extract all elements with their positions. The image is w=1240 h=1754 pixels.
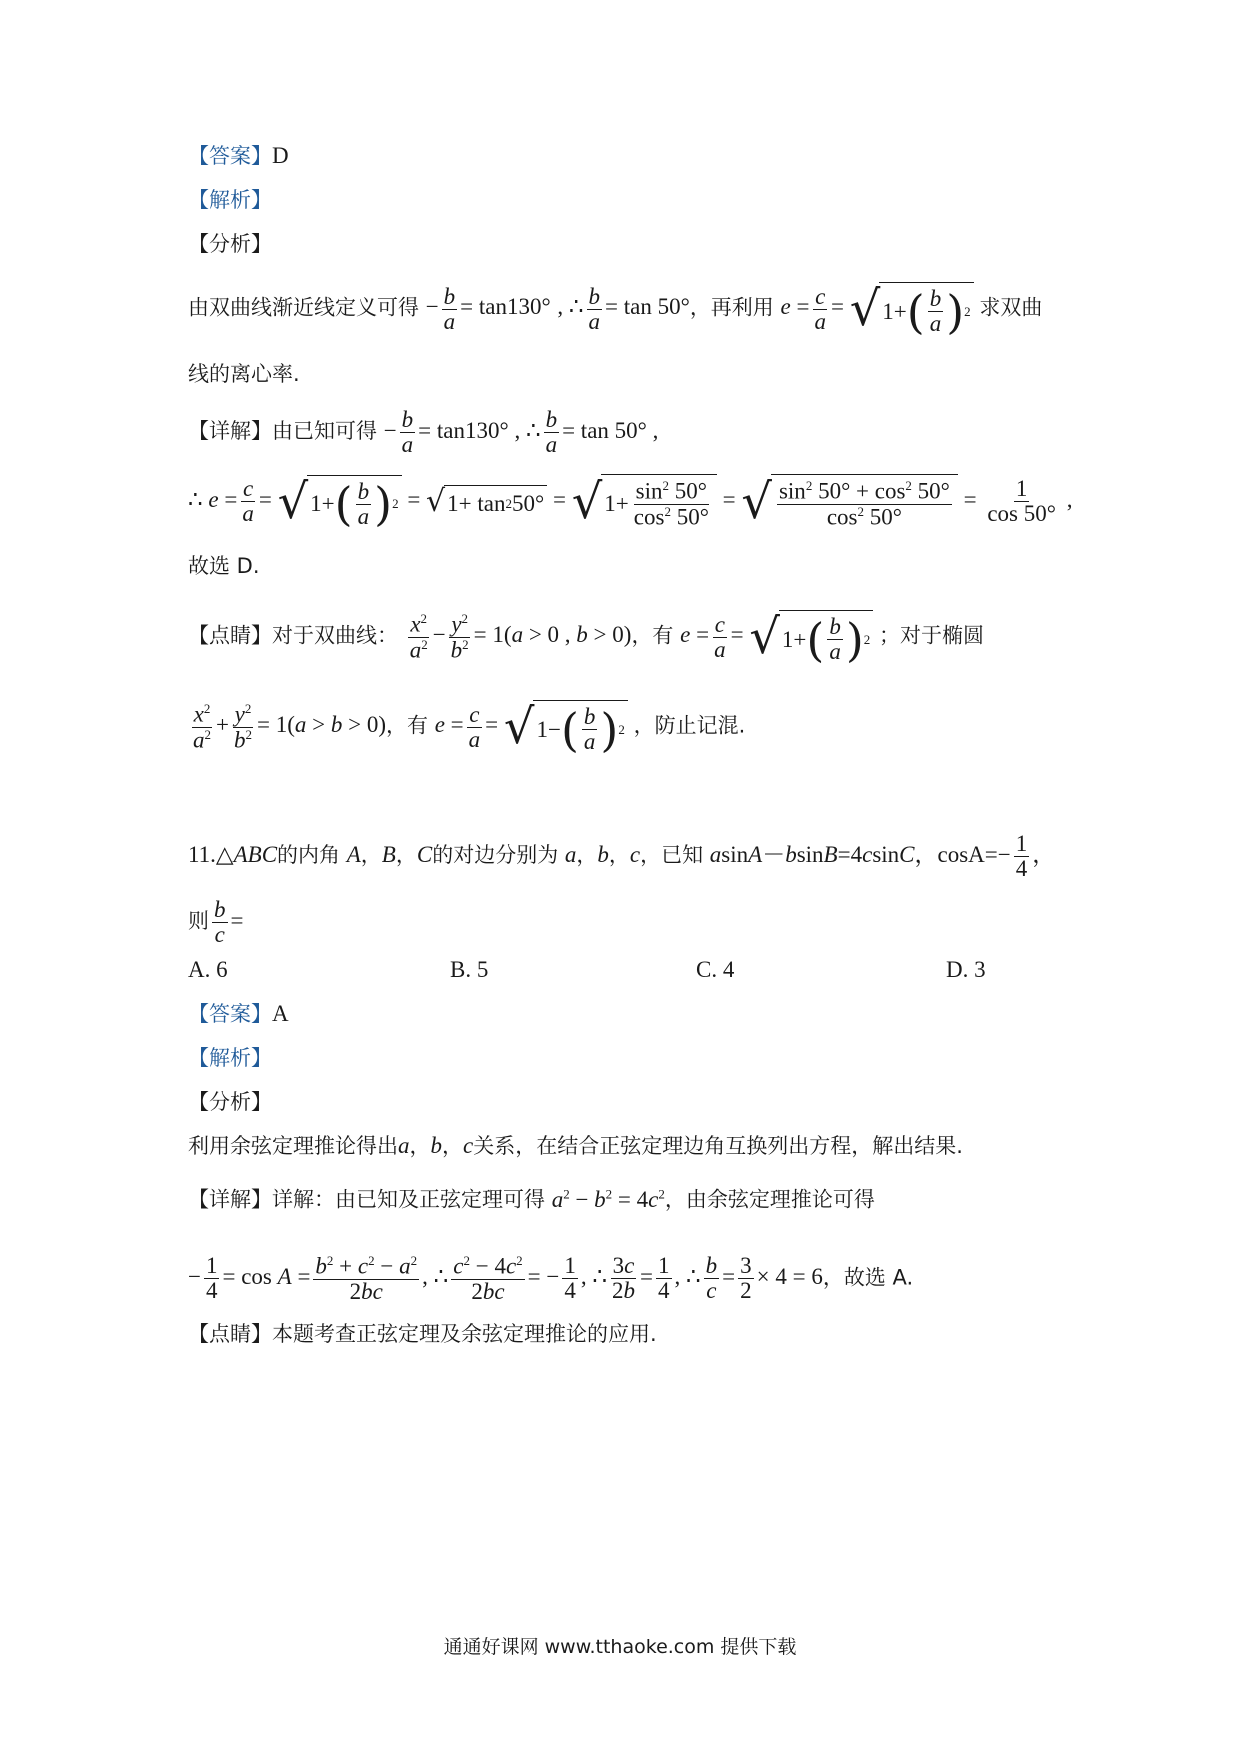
- tip-text: 对于双曲线：: [272, 623, 398, 648]
- q11-then: 则: [188, 908, 209, 933]
- tip-text-5: ，防止记混.: [633, 713, 746, 738]
- option-b: B. 5: [450, 957, 489, 982]
- tip-label-2: 【点睛】: [188, 1322, 272, 1346]
- tip-text-4: ，有: [386, 713, 428, 738]
- answer-label: 【答案】: [188, 144, 272, 168]
- fenxi-text-4: 线的离心率.: [188, 362, 300, 386]
- answer-line-2: [188, 1000, 289, 1028]
- tip-label: 【点睛】: [188, 623, 272, 648]
- tip-line-2: $\frac{x^2}{a^2}$ + $\frac{y^2}{b^2}$ = 1(a > b > 0)，有 e = $\frac{c}{a}$ = √ 1− ( $\frac{b}{a}$ ) 2 ，防止记混.: [193, 699, 746, 757]
- q11-text-2: 的对边分别为: [432, 842, 559, 867]
- answer-value-2: A: [272, 1001, 289, 1026]
- q11-tip-text: 本题考查正弦定理及余弦定理推论的应用.: [272, 1322, 657, 1346]
- fenxi-text-2: ，再利用: [689, 295, 774, 320]
- q11-detail-line: 【详解】详解：由已知及正弦定理可得 $a^2 - b^2 = 4c^2$，由余弦定理推论可得: [188, 1186, 875, 1212]
- analysis-label: 【解析】: [188, 188, 272, 212]
- detail-label-2: 【详解】: [188, 1187, 272, 1212]
- tip-text-3: ；对于椭圆: [879, 623, 985, 648]
- q11-then-line: 则 $\frac{b}{c}$ =: [188, 897, 244, 948]
- q11-detail-text: 详解：由已知及正弦定理可得: [272, 1187, 545, 1212]
- fenxi-text: 由双曲线渐近线定义可得: [188, 295, 419, 320]
- tip-text-2: ，有: [631, 623, 674, 648]
- fenxi-formula-line: 由双曲线渐近线定义可得 − $\frac{b}{a}$ = tan130° , ∴ $\frac{b}{a}$ = tan 50°，再利用 e = $\frac{c}{a}$ = √ 1+ ( $\frac{b}{a}$ ) 2 求双曲: [188, 281, 1043, 339]
- q11-fenxi-line: 利用余弦定理推论得出a，b，c关系，在结合正弦定理边角互换列出方程，解出结果.: [188, 1133, 963, 1158]
- q11-options: [188, 956, 1008, 984]
- q11-text-3: ，已知: [640, 842, 704, 867]
- option-d: D. 3: [946, 957, 986, 982]
- answer-label-2: 【答案】: [188, 1002, 272, 1026]
- answer-value: D: [272, 143, 289, 168]
- q11-detail-text-2: ，由余弦定理推论可得: [664, 1187, 875, 1212]
- q11-triangle: ABC: [233, 841, 278, 867]
- detail-line-1: 【详解】由已知可得 − $\frac{b}{a}$ = tan130° , ∴ $\frac{b}{a}$ = tan 50° ,: [188, 407, 659, 458]
- fenxi-label-2: 【分析】: [188, 1090, 272, 1114]
- option-c: C. 4: [696, 957, 735, 982]
- fenxi-label: 【分析】: [188, 232, 272, 256]
- q11-choose: ，故选 A.: [822, 1265, 914, 1290]
- tip-line-1: 【点睛】对于双曲线： $\frac{x^2}{a^2}$ − $\frac{y^2}{b^2}$ = 1(a > 0 , b > 0)，有 e = $\frac{c}{a}$ = √ 1+ ( $\frac{b}{a}$ ) 2 ；对于椭圆: [188, 609, 985, 667]
- choose-d: 故选 D.: [188, 554, 260, 578]
- q11-number: 11.△: [188, 841, 234, 867]
- fenxi-text-3: 求双曲: [979, 295, 1043, 320]
- q11-stem: 11.△ABC的内角 A，B，C的对边分别为 a，b，c，已知 asinA－bsinB=4csinC，cosA=− $\frac{1}{4}$ ，: [188, 831, 1056, 882]
- detail-label: 【详解】: [188, 418, 272, 443]
- q11-cos-a: cosA=−: [937, 841, 1011, 867]
- option-a: A. 6: [188, 957, 228, 982]
- q11-formula-line: − $\frac{1}{4}$ = cos A = $\frac{b^2 + c^2 - a^2}{2bc}$ , ∴ $\frac{c^2 - 4c^2}{2bc}$ = − $\frac{1}{4}$ , ∴ $\frac{3c}{2b}$ = $\frac{1}{4}$ , ∴ $\frac{b}{c}$ = $\frac{3}{2}$ × 4 = 6，故选 A.: [188, 1253, 914, 1304]
- answer-line-1: [188, 142, 289, 170]
- detail-formula-line: ∴ e = $\frac{c}{a}$ = √ 1+ ( $\frac{b}{a}$ ) 2 = √ 1+ tan 2 50° = √ 1+ $\frac{\sin^2 50^\circ}{\cos^2 50^\circ}$ = √ $\frac{\sin^2 50^\circ + \cos^2 50^\circ}{\cos^2 50^\circ}$ = $\frac{1}{\cos 50^\circ}$ ,: [188, 473, 1073, 532]
- detail-text: 由已知可得: [272, 418, 377, 443]
- q11-text-1: 的内角: [277, 842, 341, 867]
- q11-fenxi-text: 利用余弦定理推论得出: [188, 1134, 398, 1158]
- q11-tip-line: [188, 1320, 657, 1348]
- q11-fenxi-text-2: 关系，在结合正弦定理边角互换列出方程，解出结果.: [473, 1134, 963, 1158]
- analysis-label-2: 【解析】: [188, 1046, 272, 1070]
- footer-text: 通通好课网 www.tthaoke.com 提供下载: [443, 1636, 797, 1658]
